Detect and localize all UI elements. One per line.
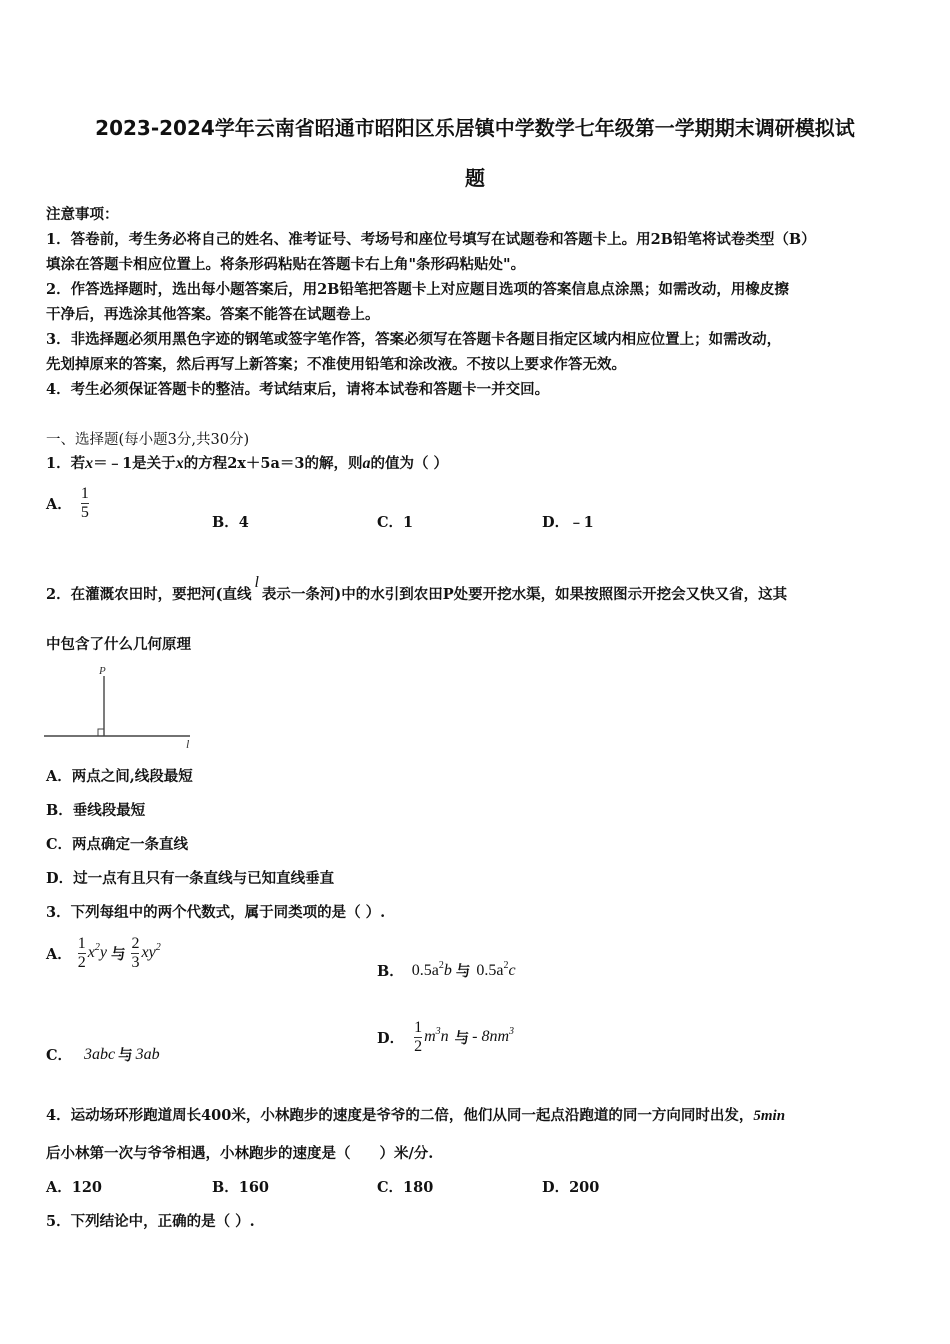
notice-line: 4．考生必须保证答题卡的整洁。考试结束后，请将本试卷和答题卡一并交回。 <box>46 381 550 398</box>
section-heading: 一、选择题(每小题3分,共30分) <box>46 432 250 448</box>
question-3-option-b: B． $0.5a^2b$ 与 $0.5a^2c$ <box>377 959 516 980</box>
question-3-option-a: A． $\frac{1}{2}$ $x^2y$ 与 $\frac{2}{3}$ $xy^2$ <box>46 935 161 971</box>
question-2-option-d: D．过一点有且只有一条直线与已知直线垂直 <box>46 870 335 887</box>
question-1-option-c: C．1 <box>377 514 414 531</box>
question-1-option-d: D．﹣1 <box>542 514 594 531</box>
question-5-stem: 5．下列结论中，正确的是（ ）. <box>46 1213 255 1230</box>
notice-line: 填涂在答题卡相应位置上。将条形码粘贴在答题卡右上角"条形码粘贴处"。 <box>46 256 526 273</box>
question-3-option-c: C． 3abc 与 3ab <box>46 1045 160 1064</box>
question-2-option-a: A．两点之间,线段最短 <box>46 768 193 785</box>
question-1-stem: 1．若x＝﹣1是关于x的方程2x＋5a＝3的解，则a的值为（ ） <box>46 455 449 472</box>
question-4-option-b: B．160 <box>212 1179 270 1196</box>
notice-line: 干净后，再选涂其他答案。答案不能答在试题卷上。 <box>46 306 380 323</box>
notice-line: 2．作答选择题时，选出每小题答案后，用2B铅笔把答题卡上对应题目选项的答案信息点涂黑；如需改动，用橡皮擦 <box>46 281 789 298</box>
question-2-stem-continued: 中包含了什么几何原理 <box>46 636 191 653</box>
page-title: 2023-2024学年云南省昭通市昭阳区乐居镇中学数学七年级第一学期期末调研模拟试 <box>95 116 855 140</box>
question-4-option-a: A．120 <box>46 1179 103 1196</box>
question-3-stem: 3．下列每组中的两个代数式，属于同类项的是（ ）. <box>46 904 386 921</box>
notice-line: 先划掉原来的答案，然后再写上新答案；不准使用铅笔和涂改液。不按以上要求作答无效。 <box>46 356 626 373</box>
notice-line: 3．非选择题必须用黑色字迹的钢笔或签字笔作答，答案必须写在答题卡各题目指定区域内相应位置上；如需改动， <box>46 331 782 348</box>
notice-heading: 注意事项： <box>46 206 119 223</box>
question-3-option-d: D． $\frac{1}{2}$ $m^3n$ 与 - $8nm^3$ <box>377 1019 515 1055</box>
page-title-continued: 题 <box>465 166 485 190</box>
question-4-option-d: D．200 <box>542 1179 600 1196</box>
question-2-option-b: B．垂线段最短 <box>46 802 146 819</box>
perpendicular-diagram <box>44 662 196 752</box>
point-p-label: P <box>99 665 106 677</box>
question-4-stem: 4．运动场环形跑道周长400米，小林跑步的速度是爷爷的二倍，他们从同一起点沿跑道的同一方向同时出发，5min <box>46 1107 786 1124</box>
right-angle-marker <box>98 729 104 736</box>
fraction: $\frac{1}{5}$ <box>80 485 89 521</box>
notice-line: 1．答卷前，考生务必将自己的姓名、准考证号、考场号和座位号填写在试题卷和答题卡上。用2B铅笔将试卷类型（B） <box>46 231 816 248</box>
question-4-stem-continued: 后小林第一次与爷爷相遇，小林跑步的速度是（ ）米/分. <box>46 1145 434 1162</box>
question-4-option-c: C．180 <box>377 1179 434 1196</box>
question-1-option-b: B．4 <box>212 514 249 531</box>
question-2-option-c: C．两点确定一条直线 <box>46 836 189 853</box>
question-1-option-a: A． $\frac{1}{5}$ <box>46 485 89 521</box>
line-l-label: l <box>186 737 190 751</box>
question-2-stem: 2．在灌溉农田时，要把河(直线l表示一条河)中的水引到农田P处要开挖水渠，如果按照图示开挖会又快又省，这其 <box>46 574 788 603</box>
